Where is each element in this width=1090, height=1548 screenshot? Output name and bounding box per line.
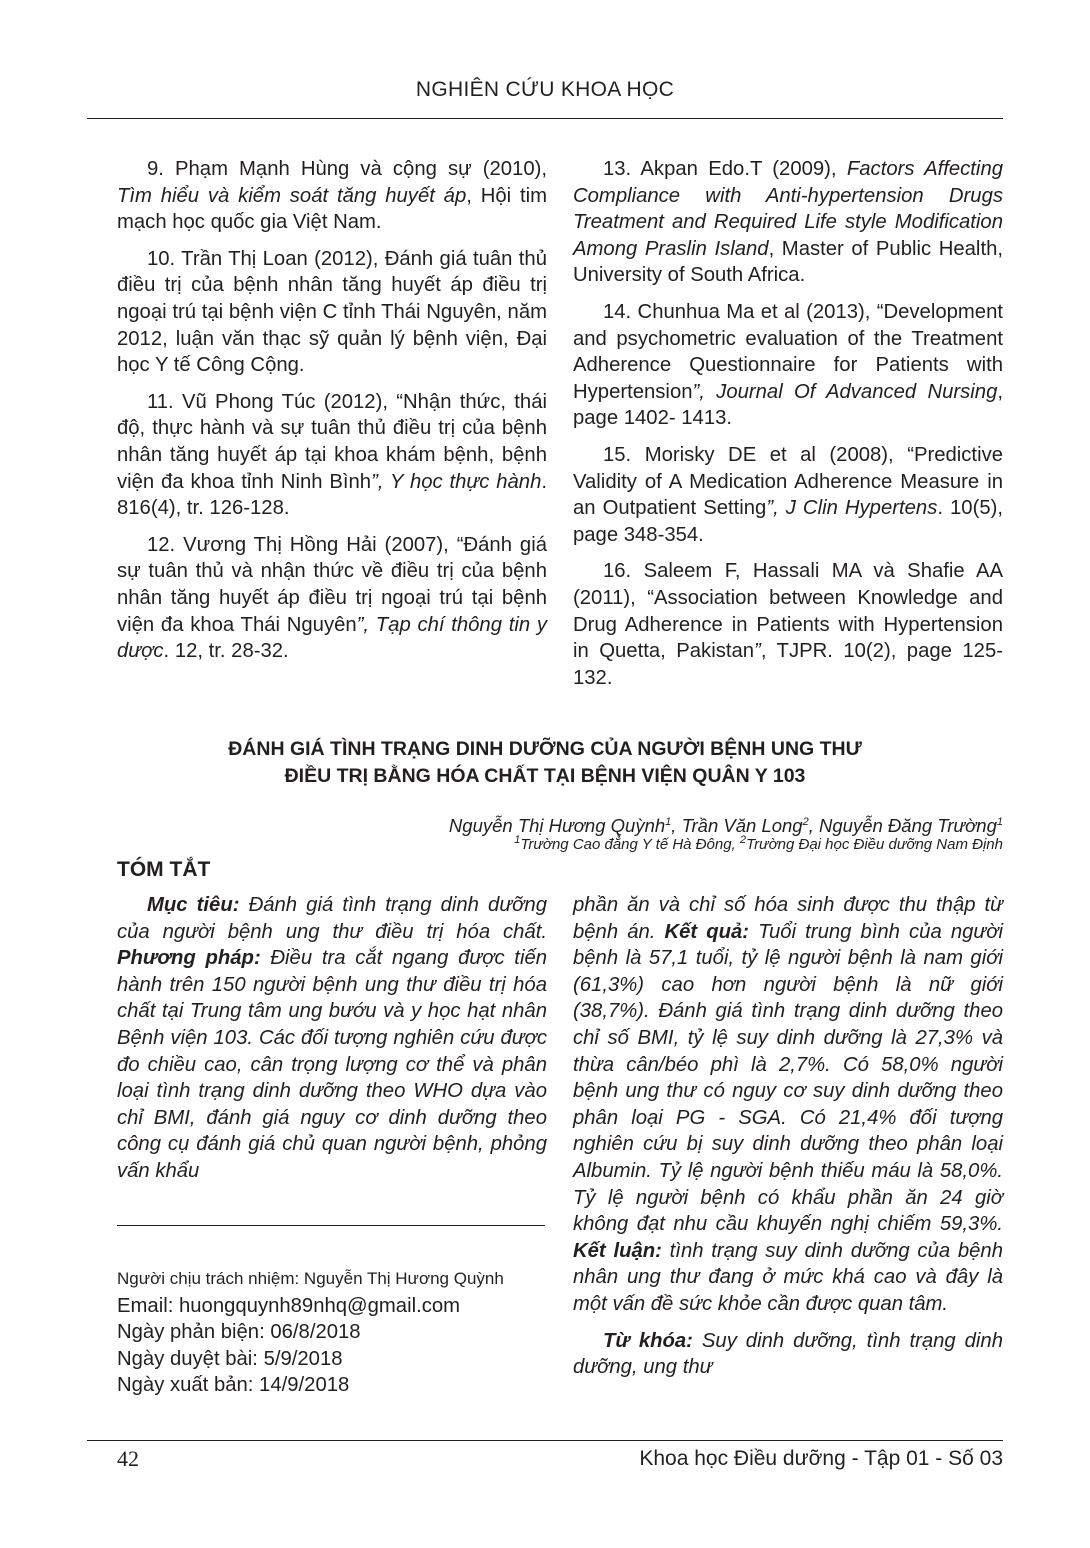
- abstract-heading: TÓM TẮT: [117, 858, 211, 881]
- page-number: 42: [117, 1446, 139, 1471]
- article-title: [0, 736, 1090, 790]
- affiliations: $^1$Trường Cao đẳng Y tế Hà Đông, $^2$Trường Đại học Điều dưỡng Nam Định: [514, 834, 1003, 853]
- footnote: [117, 1266, 557, 1399]
- references-right-column: [573, 156, 1003, 701]
- journal-name: Khoa học Điều dưỡng - Tập 01 - Số 03: [639, 1447, 1003, 1470]
- article-title-line-1: ĐÁNH GIÁ TÌNH TRẠNG DINH DƯỠNG CỦA NGƯỜI BỆNH UNG THƯ: [228, 738, 862, 760]
- reference-10: 10. Trần Thị Loan (2012), Đánh giá tuân thủ điều trị của bệnh nhân tăng huyết áp điều trị ngoại trú tại bệnh viện C tỉnh Thái Nguyên, năm 2012, luận văn thạc sỹ quản lý bệnh viện, Đại học Y tế Công Cộng.: [117, 247, 547, 377]
- responsible-author: Người chịu trách nhiệm: Nguyễn Thị Hương Quỳnh: [117, 1269, 504, 1288]
- abstract-right-column: [573, 892, 1003, 1381]
- running-head: NGHIÊN CỨU KHOA HỌC: [415, 78, 675, 101]
- footer-rule: [87, 1440, 1003, 1441]
- footnote-rule: [117, 1225, 545, 1226]
- references-left-column: [117, 156, 547, 675]
- authors: Nguyễn Thị Hương Quỳnh$^1$, Trần Văn Long$^2$, Nguyễn Đăng Trường$^1$: [448, 815, 1003, 837]
- published-date: Ngày xuất bản: 14/9/2018: [117, 1374, 350, 1397]
- reference-12: 12. Vương Thị Hồng Hải (2007), “Đánh giá sự tuân thủ và nhận thức về điều trị của bệnh nhân tăng huyết áp điều trị ngoại trú tại bệnh viện đa khoa Thái Nguyên”, Tạp chí thông tin y dược. 12, tr. 28-32.: [117, 533, 547, 663]
- reference-9: 9. Phạm Mạnh Hùng và cộng sự (2010), Tìm hiểu và kiểm soát tăng huyết áp, Hội tim mạch học quốc gia Việt Nam.: [117, 158, 547, 234]
- reference-16: 16. Saleem F, Hassali MA và Shafie AA (2011), “Association between Knowledge and Drug Adherence in Patients with Hypertension in Quetta, Pakistan”, TJPR. 10(2), page 125-132.: [573, 560, 1003, 689]
- reference-14: 14. Chunhua Ma et al (2013), “Development and psychometric evaluation of the Treatment Adherence Questionnaire for Patients with Hypertension”, Journal Of Advanced Nursing, page 1402- 1413.: [573, 300, 1003, 430]
- abstract-paragraph-cont: phần ăn và chỉ số hóa sinh được thu thập từ bệnh án. Kết quả: Tuổi trung bình của người bệnh là 57,1 tuổi, tỷ lệ người bệnh là nam giới (61,3%) cao hơn người bệnh là nữ giới (38,7%). Đánh giá tình trạng dinh dưỡng theo chỉ số BMI, tỷ lệ suy dinh dưỡng là 27,3% và thừa cân/béo phì là 2,7%. Có 58,0% người bệnh ung thư có nguy cơ suy dinh dưỡng theo phân loại PG - SGA. Có 21,4% đối tượng nghiên cứu bị suy dinh dưỡng theo phân loại Albumin. Tỷ lệ người bệnh thiếu máu là 58,0%. Tỷ lệ người bệnh có khẩu phần ăn 24 giờ không đạt nhu cầu khuyến nghị chiếm 59,3%. Kết luận: tình trạng suy dinh dưỡng của bệnh nhân ung thư đang ở mức khá cao và đây là một vấn đề sức khỏe cần được quan tâm.: [573, 894, 1003, 1315]
- abstract-left-column: [117, 892, 547, 1185]
- reference-15: 15. Morisky DE et al (2008), “Predictive Validity of A Medication Adherence Measure in an Outpatient Setting”, J Clin Hypertens. 10(5), page 348-354.: [573, 443, 1003, 546]
- header-rule: [87, 118, 1003, 119]
- reference-11: 11. Vũ Phong Túc (2012), “Nhận thức, thái độ, thực hành và sự tuân thủ điều trị của bệnh nhân tăng huyết áp tại khoa khám bệnh, bệnh viện đa khoa tỉnh Ninh Bình”, Y học thực hành. 816(4), tr. 126-128.: [117, 390, 547, 520]
- accepted-date: Ngày duyệt bài: 5/9/2018: [117, 1347, 343, 1370]
- article-title-line-2: ĐIỀU TRỊ BẰNG HÓA CHẤT TẠI BỆNH VIỆN QUÂN Y 103: [284, 765, 806, 787]
- email: Email: huongquynh89nhq@gmail.com: [117, 1294, 461, 1317]
- keywords: Từ khóa: Suy dinh dưỡng, tình trạng dinh dưỡng, ung thư: [573, 1329, 1003, 1379]
- abstract-paragraph: Mục tiêu: Đánh giá tình trạng dinh dưỡng của người bệnh ung thư điều trị hóa chất. Phương pháp: Điều tra cắt ngang được tiến hành trên 150 người bệnh ung thư điều trị hóa chất tại Trung tâm ung bướu và y học hạt nhân Bệnh viện 103. Các đối tượng nghiên cứu được đo chiều cao, cân trọng lượng cơ thể và phân loại tình trạng dinh dưỡng theo WHO dựa vào chỉ BMI, đánh giá nguy cơ dinh dưỡng theo công cụ đánh giá chủ quan người bệnh, phỏng vấn khẩu: [117, 894, 548, 1182]
- review-date: Ngày phản biện: 06/8/2018: [117, 1321, 361, 1344]
- reference-13: 13. Akpan Edo.T (2009), Factors Affecting Compliance with Anti-hypertension Drugs Treatment and Required Life style Modification Among Praslin Island, Master of Public Health, University of South Africa.: [573, 158, 1003, 287]
